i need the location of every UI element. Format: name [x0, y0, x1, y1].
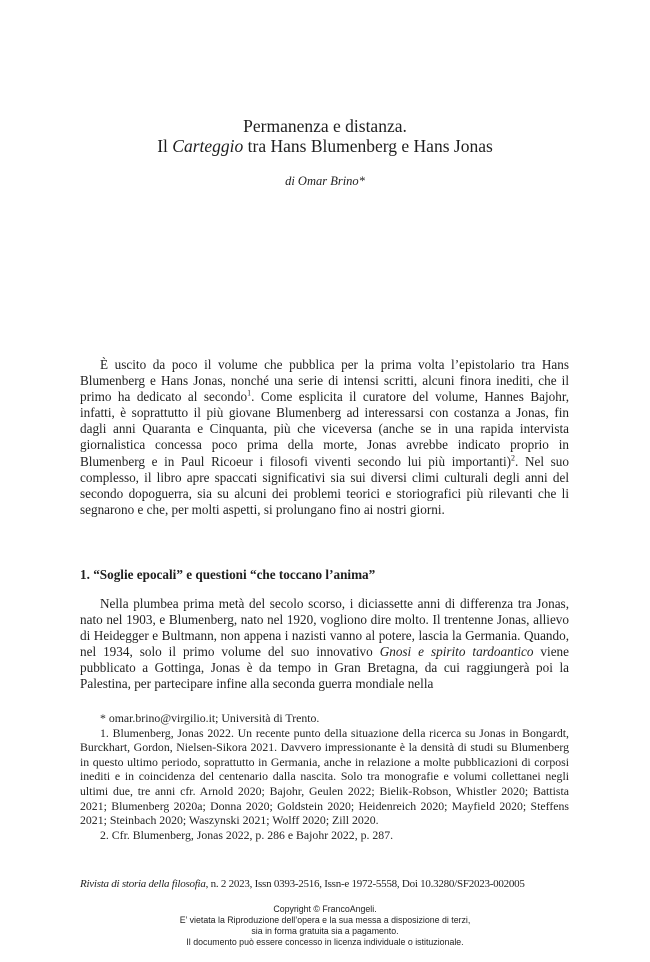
article-title-line-1: Permanenza e distanza. — [243, 116, 407, 136]
section-text-1: Nella plumbea prima metà del secolo scorso, i diciassette anni di differenza tra Jonas, nato nel 1903, e Blumenberg, nato nel 1920, vogliono dire molto. Il trentenne Jonas, allievo di Heidegger e Bultmann, non appena i nazisti vanno al potere, lascia la Germania. Quando, nel 1934, solo il primo volume del suo innovativo — [80, 596, 569, 660]
copyright-line-3: sia in forma gratuita sia a pagamento. — [251, 926, 399, 936]
copyright-line-4: Il documento può essere concesso in licenza individuale o istituzionale. — [186, 937, 464, 947]
abstract-text-2: . Come esplicita il curatore del volume, Hannes Bajohr, infatti, è soprattutto il più giovane Blumenberg ad interessarsi con costanza a Jonas, fin dagli anni Quaranta e Cinquanta, più che viceversa (anche se in una rapida intervista giornalistica concessa poco prima della morte, Jonas avrebbe indicato proprio in Blumenberg e in Paul Ricoeur i filosofi viventi secondo lui più importanti) — [80, 389, 569, 469]
footnote-ref-1[interactable]: 1 — [247, 388, 252, 398]
title-suffix: tra Hans Blumenberg e Hans Jonas — [243, 136, 493, 156]
footnote-1: 1. Blumenberg, Jonas 2022. Un recente punto della situazione della ricerca su Jonas in Bongardt, Burckhart, Gordon, Nielsen-Sikora 2021. Davvero impressionante è la densità di studi su Blumenberg in questo ultimo periodo, soprattutto in Germania, anche in relazione a molte pubblicazioni di corposi inediti e in coincidenza del centenario dalla nascita. Solo tra monografie e volumi collettanei negli ultimi due, tre anni cfr. Arnold 2020; Bajohr, Geulen 2022; Bielik-Robson, Whistler 2020; Battista 2021; Blumenberg 2020a; Donna 2020; Goldstein 2020; Heidenreich 2020; Mayfield 2020; Steffens 2021; Steinbach 2020; Waszynski 2021; Wolff 2020; Zill 2020. — [80, 725, 569, 828]
footnote-ref-2[interactable]: 2 — [511, 453, 516, 463]
journal-details: , n. 2 2023, Issn 0393-2516, Issn-e 1972-5558, Doi 10.3280/SF2023-002005 — [205, 878, 525, 890]
copyright-line-1: Copyright © FrancoAngeli. — [273, 904, 377, 914]
footnote-author: * omar.brino@virgilio.it; Università di Trento. — [100, 711, 320, 725]
copyright-notice — [0, 904, 650, 948]
abstract-text-3: . Nel suo complesso, il libro apre spaccati significativi sia sui diversi climi culturali degli anni del secondo dopoguerra, sia su alcuni dei problemi teorici e storiografici più rilevanti che li segnarono e che, per molti aspetti, si prolungano fino ai nostri giorni. — [80, 453, 569, 517]
title-italic-word: Carteggio — [172, 136, 244, 156]
footnotes — [80, 711, 569, 842]
abstract-paragraph — [80, 357, 569, 518]
journal-citation — [80, 878, 580, 890]
copyright-line-2: E’ vietata la Riproduzione dell’opera e la sua messa a disposizione di terzi, — [179, 915, 471, 925]
article-title-line-2 — [0, 136, 650, 157]
title-prefix: Il — [157, 136, 173, 156]
footnote-2: 2. Cfr. Blumenberg, Jonas 2022, p. 286 e Bajohr 2022, p. 287. — [100, 827, 394, 842]
author-byline: di Omar Brino* — [285, 174, 365, 188]
section-paragraph — [80, 596, 569, 693]
section-heading: 1. “Soglie epocali” e questioni “che toccano l’anima” — [80, 567, 376, 582]
book-title-italic: Gnosi e spirito tardoantico — [379, 644, 534, 660]
abstract-text-1: È uscito da poco il volume che pubblica per la prima volta l’epistolario tra Hans Blumenberg e Hans Jonas, nonché una serie di intensi scritti, alcuni finora inediti, che il primo ha dedicato al secondo — [80, 357, 569, 405]
section-text-2: viene pubblicato a Gottinga, Jonas è da tempo in Gran Bretagna, da cui raggiungerà poi la Palestina, per partecipare infine alla seconda guerra mondiale nella — [80, 644, 569, 692]
journal-name: Rivista di storia della filosofia — [80, 878, 206, 890]
